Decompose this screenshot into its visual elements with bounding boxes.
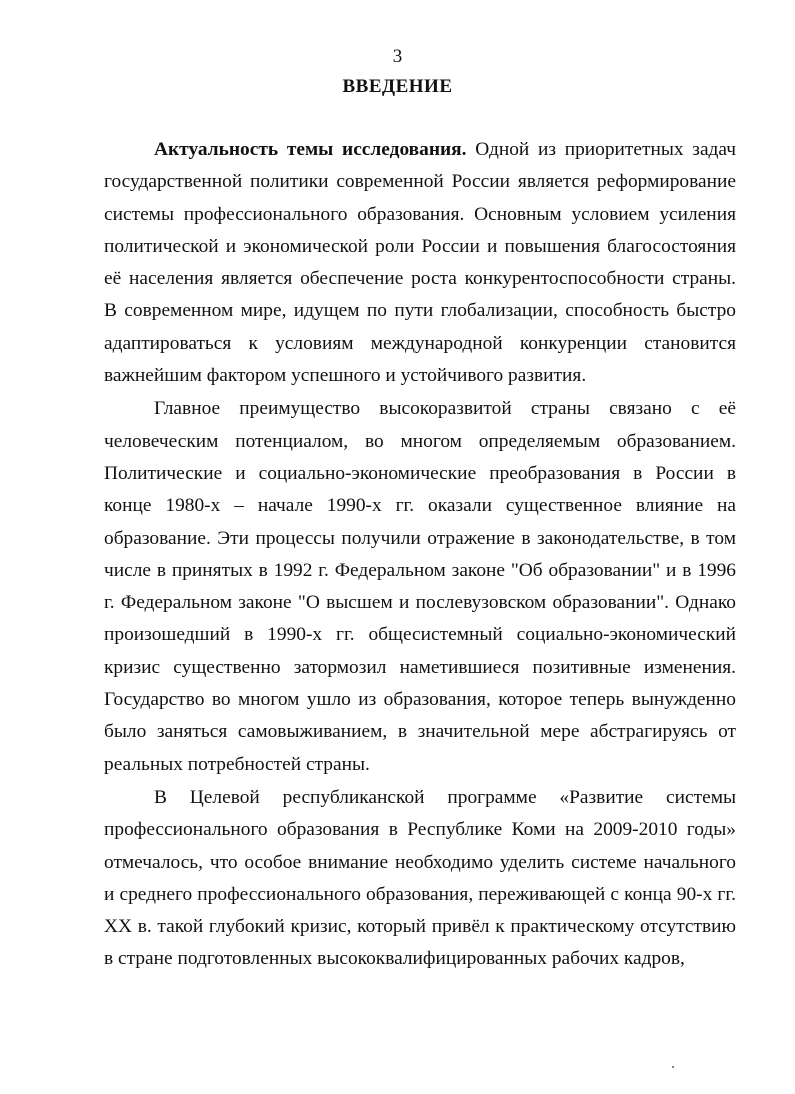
scan-artifact [672, 1066, 674, 1068]
page-number: 3 [392, 46, 403, 67]
paragraph-program [104, 782, 736, 976]
paragraph-text: В Целевой республиканской программе «Развитие системы профессионального образования в Республике Коми на 2009-2010 годы» отмечалось, что особое внимание необходимо уделить системе начального и среднего профессионального образования, переживающей с конца 90-х гг. XX в. такой глубокий кризис, который привёл к практическому отсутствию в стране подготовленных высококвалифицированных рабочих кадров, [104, 786, 736, 970]
paragraph-lead: Актуальность темы исследования. [154, 139, 467, 160]
body-text [104, 134, 736, 977]
section-title: ВВЕДЕНИЕ [342, 76, 453, 97]
paragraph-advantage [104, 393, 736, 781]
paragraph-text: Одной из приоритетных задач государственной политики современной России является реформирование системы профессионального образования. Основным условием усиления политической и экономической роли России и повышения благосостояния её населения является обеспечение роста конкурентоспособности страны. В современном мире, идущем по пути глобализации, способность быстро адаптироваться к условиям международной конкуренции становится важнейшим фактором успешного и устойчивого развития. [104, 139, 737, 387]
paragraph-text: Главное преимущество высокоразвитой страны связано с её человеческим потенциалом, во многом определяемым образованием. Политические и социально-экономические преобразования в России в конце 1980-х – начале 1990-х гг. оказали существенное влияние на образование. Эти процессы получили отражение в законодательстве, в том числе в принятых в 1992 г. Федеральном законе "Об образовании" и в 1996 г. Федеральном законе "О высшем и послевузовском образовании". Однако произошедший в 1990-х гг. общесистемный социально-экономический кризис существенно затормозил наметившиеся позитивные изменения. Государство во многом ушло из образования, которое теперь вынужденно было заняться самовыживанием, в значительной мере абстрагируясь от реальных потребностей страны. [104, 398, 736, 775]
paragraph-relevance [104, 134, 736, 392]
